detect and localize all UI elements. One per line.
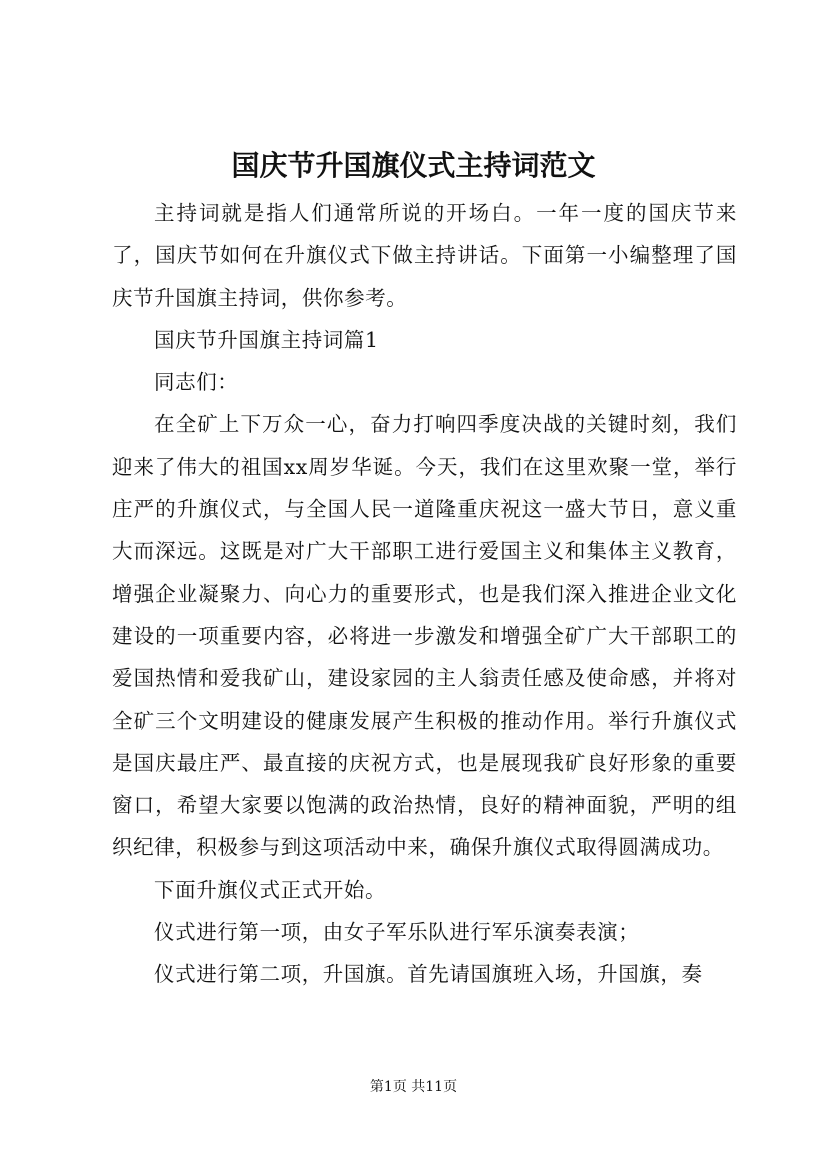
paragraph-item-two: 仪式进行第二项，升国旗。首先请国旗班入场，升国旗，奏 <box>154 962 703 987</box>
paragraph-main: 在全矿上下万众一心，奋力打响四季度决战的关键时刻，我们迎来了伟大的祖国xx周岁华诞。今天，我们在这里欢聚一堂，举行庄严的升旗仪式，与全国人民一道隆重庆祝这一盛大节日，意义重大而深远。这既是对广大干部职工进行爱国主义和集体主义教育，增强企业凝聚力、向心力的重要形式，也是我们深入推进企业文化建设的一项重要内容，必将进一步激发和增强全矿广大干部职工的爱国热情和爱我矿山，建设家园的主人翁责任感及使命感，并将对全矿三个文明建设的健康发展产生积极的推动作用。举行升旗仪式是国庆最庄严、最直接的庆祝方式，也是展现我矿良好形象的重要窗口，希望大家要以饱满的政治热情，良好的精神面貌，严明的组织纪律，积极参与到这项活动中来，确保升旗仪式取得圆满成功。 <box>112 412 737 860</box>
document-body <box>112 192 737 996</box>
paragraph-heading: 国庆节升国旗主持词篇1 <box>154 327 379 352</box>
paragraph-salutation: 同志们： <box>154 370 239 395</box>
document-title: 国庆节升国旗仪式主持词范文 <box>231 149 596 182</box>
paragraph-start: 下面升旗仪式正式开始。 <box>154 877 387 902</box>
paragraph-intro: 主持词就是指人们通常所说的开场白。一年一度的国庆节来了，国庆节如何在升旗仪式下做主持讲话。下面第一小编整理了国庆节升国旗主持词，供你参考。 <box>112 201 737 310</box>
paragraph-item-one: 仪式进行第一项，由女子军乐队进行军乐演奏表演； <box>154 920 640 945</box>
page-footer: 第1页 共11页 <box>369 1079 458 1095</box>
